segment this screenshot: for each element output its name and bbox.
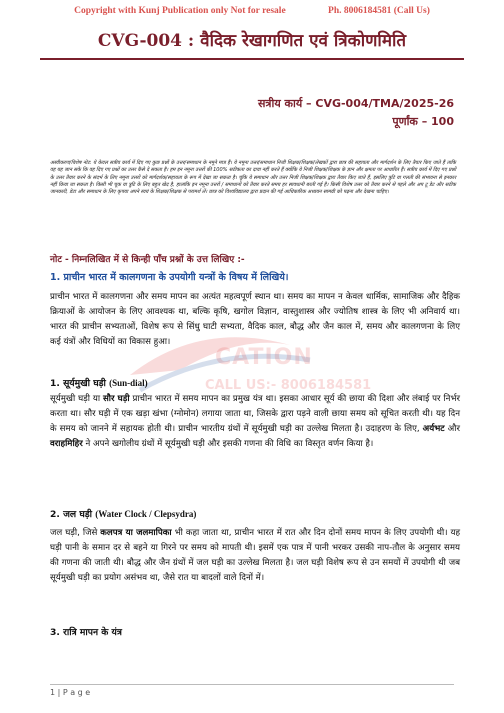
title-underline [40,58,464,60]
footer-divider [50,684,454,685]
text-run: ने अपने खगोलीय ग्रंथों में सूर्यमुखी घड़ी और इसकी गणना की विधि का विस्तृत वर्णन किया है। [82,439,374,449]
subheading-water-clock-label: 2. जल घड़ी [50,509,93,520]
subheading-sundial-label: 1. सूर्यमुखी घड़ी [50,378,106,389]
text-run: सूर्यमुखी घड़ी या [50,394,103,404]
text-run: भी कहा जाता था, प्राचीन भारत में रात और दिन दोनों समय मापन के लिए उपयोगी थी। यह घड़ी पानी के समान दर से बहने या गिरने पर समय को मापती थी। इसमें एक पात्र में पानी भरकर उसकी नाप-तौल के अनुसार समय की गणना की जाती थी। बौद्ध और जैन ग्रंथों में जल घड़ी का उल्लेख मिलता है। जल घड़ी विशेष रूप से उन समयों में उपयोगी थी जब सूर्यमुखी घड़ी का प्रयोग असंभव था, जैसे रात या बादलों वाले दिनों में। [50,528,461,583]
intro-paragraph: प्राचीन भारत में कालगणना और समय मापन का अत्यंत महत्वपूर्ण स्थान था। समय का मापन न केवल धार्मिक, सामाजिक और दैहिक क्रियाओं के आयोजन के लिए आवश्यक था, बल्कि कृषि, खगोल विज्ञान, वास्तुशास्त्र और ज्योतिष शास्त्र के लिए भी अनिवार्य था। भारत की प्राचीन सभ्यताओं, विशेष रूप से सिंधु घाटी सभ्यता, वैदिक काल, बौद्ध और जैन काल में, समय और कालगणना के लिए कई यंत्रों और विधियों का विकास हुआ। [50,292,460,347]
subheading-night-label: 3. रात्रि मापन के यंत्र [50,627,122,638]
subheading-sundial [50,376,148,389]
copyright-banner [0,6,504,16]
subheading-sundial-english: (Sun-dial) [109,378,148,388]
text-run: जल घड़ी, जिसे [50,528,101,538]
bold-term-aryabhat: अर्यभट [422,424,445,434]
total-marks: पूर्णांक – 100 [392,115,454,128]
instruction-note: नोट - निम्नलिखित में से किन्ही पाँच प्रश्नों के उत्त लिखिए :- [50,255,245,265]
page-title: CVG-004 : वैदिक रेखागणित एवं त्रिकोणमिति [97,31,407,51]
copyright-text: Copyright with Kunj Publication only Not for resale [74,6,286,16]
phone-text: Ph. 8006184581 (Call Us) [328,6,430,16]
watermark-brand: CATION [215,345,313,370]
bold-term-kalpatra: कलपत्र या जलमापिका [100,528,172,538]
water-clock-paragraph [50,526,460,586]
subheading-night-instruments [50,625,122,638]
text-run: और [444,424,460,434]
bold-term-saur-ghadi: सौर घड़ी [102,394,130,404]
page-number: 1 | P a g e [50,688,91,697]
disclaimer-note: अस्वीकरण/विशेष नोट: ये केवल सत्रीय कार्य में दिए गए कुछ प्रश्नों के उत्तर/समाधान के नमूने मात्र हैं। ये नमूना उत्तर/समाधान निजी शिक्षक/शिक्षक/लेखकों द्वारा छात्र की सहायता और मार्गदर्शन के लिए तैयार किए जाते हैं ताकि वह यह जान सके कि वह दिए गए प्रश्नों का उत्तर कैसे दे सकता है। हम इन नमूना उत्तरों की 100% सटीकता का दावा नहीं करते हैं क्योंकि ये निजी शिक्षक/शिक्षक के ज्ञान और क्षमता पर आधारित हैं। सत्रीय कार्य में दिए गए प्रश्नों के उत्तर तैयार करने के संदर्भ के लिए नमूना उत्तरों को मार्गदर्शक/सहायता के रूप में देखा जा सकता है। चूंकि ये समाधान और उत्तर निजी शिक्षक/शिक्षक द्वारा तैयार किए जाते हैं, इसलिए त्रुटि या गलती की संभावना से इनकार नहीं किया जा सकता है। किसी भी चूक या त्रुटि के लिए बहुत खेद है, हालांकि इन नमूना उत्तरों / समाधानों को तैयार करते समय हर सावधानी बरती गई है। किसी विशेष उत्तर को तैयार करने से पहले और अप टू डेट और सटीक जानकारी, डेटा और समाधान के लिए कृपया अपने स्वयं के शिक्षक/शिक्षक से परामर्श लें। छात्र को विश्वविद्यालय द्वारा प्रदान की गई आधिकारिक अध्ययन सामग्री को पढ़ना और देखना चाहिए। [50,160,456,196]
sundial-paragraph [50,392,460,452]
question-heading: 1. प्राचीन भारत में कालगणना के उपयोगी यन्त्रों के विषय में लिखिये। [50,272,289,283]
bold-term-varahamihir: वराहमिहिर [50,439,83,449]
assignment-code: सत्रीय कार्य – CVG-004/TMA/2025-26 [257,97,454,110]
subheading-water-clock-english: (Water Clock / Clepsydra) [95,509,197,519]
text-run: प्राचीन भारत में समय मापन का प्रमुख यंत्र था। इसका आधार सूर्य की छाया की दिशा और लंबाई पर निर्भर करता था। सौर घड़ी में एक खड़ा खंभा (ग्नोमोन) लगाया जाता था, जिसके द्वारा पड़ने वाली छाया समय को सूचित करती थी। यह दिन के समय को जानने में सहायक होती थी। प्राचीन भारतीय ग्रंथों में सूर्यमुखी घड़ी का उल्लेख मिलता है। उदाहरण के लिए, [50,394,461,434]
subheading-water-clock [50,507,196,520]
watermark-phone: CALL US:- 8006184581 [205,378,372,393]
